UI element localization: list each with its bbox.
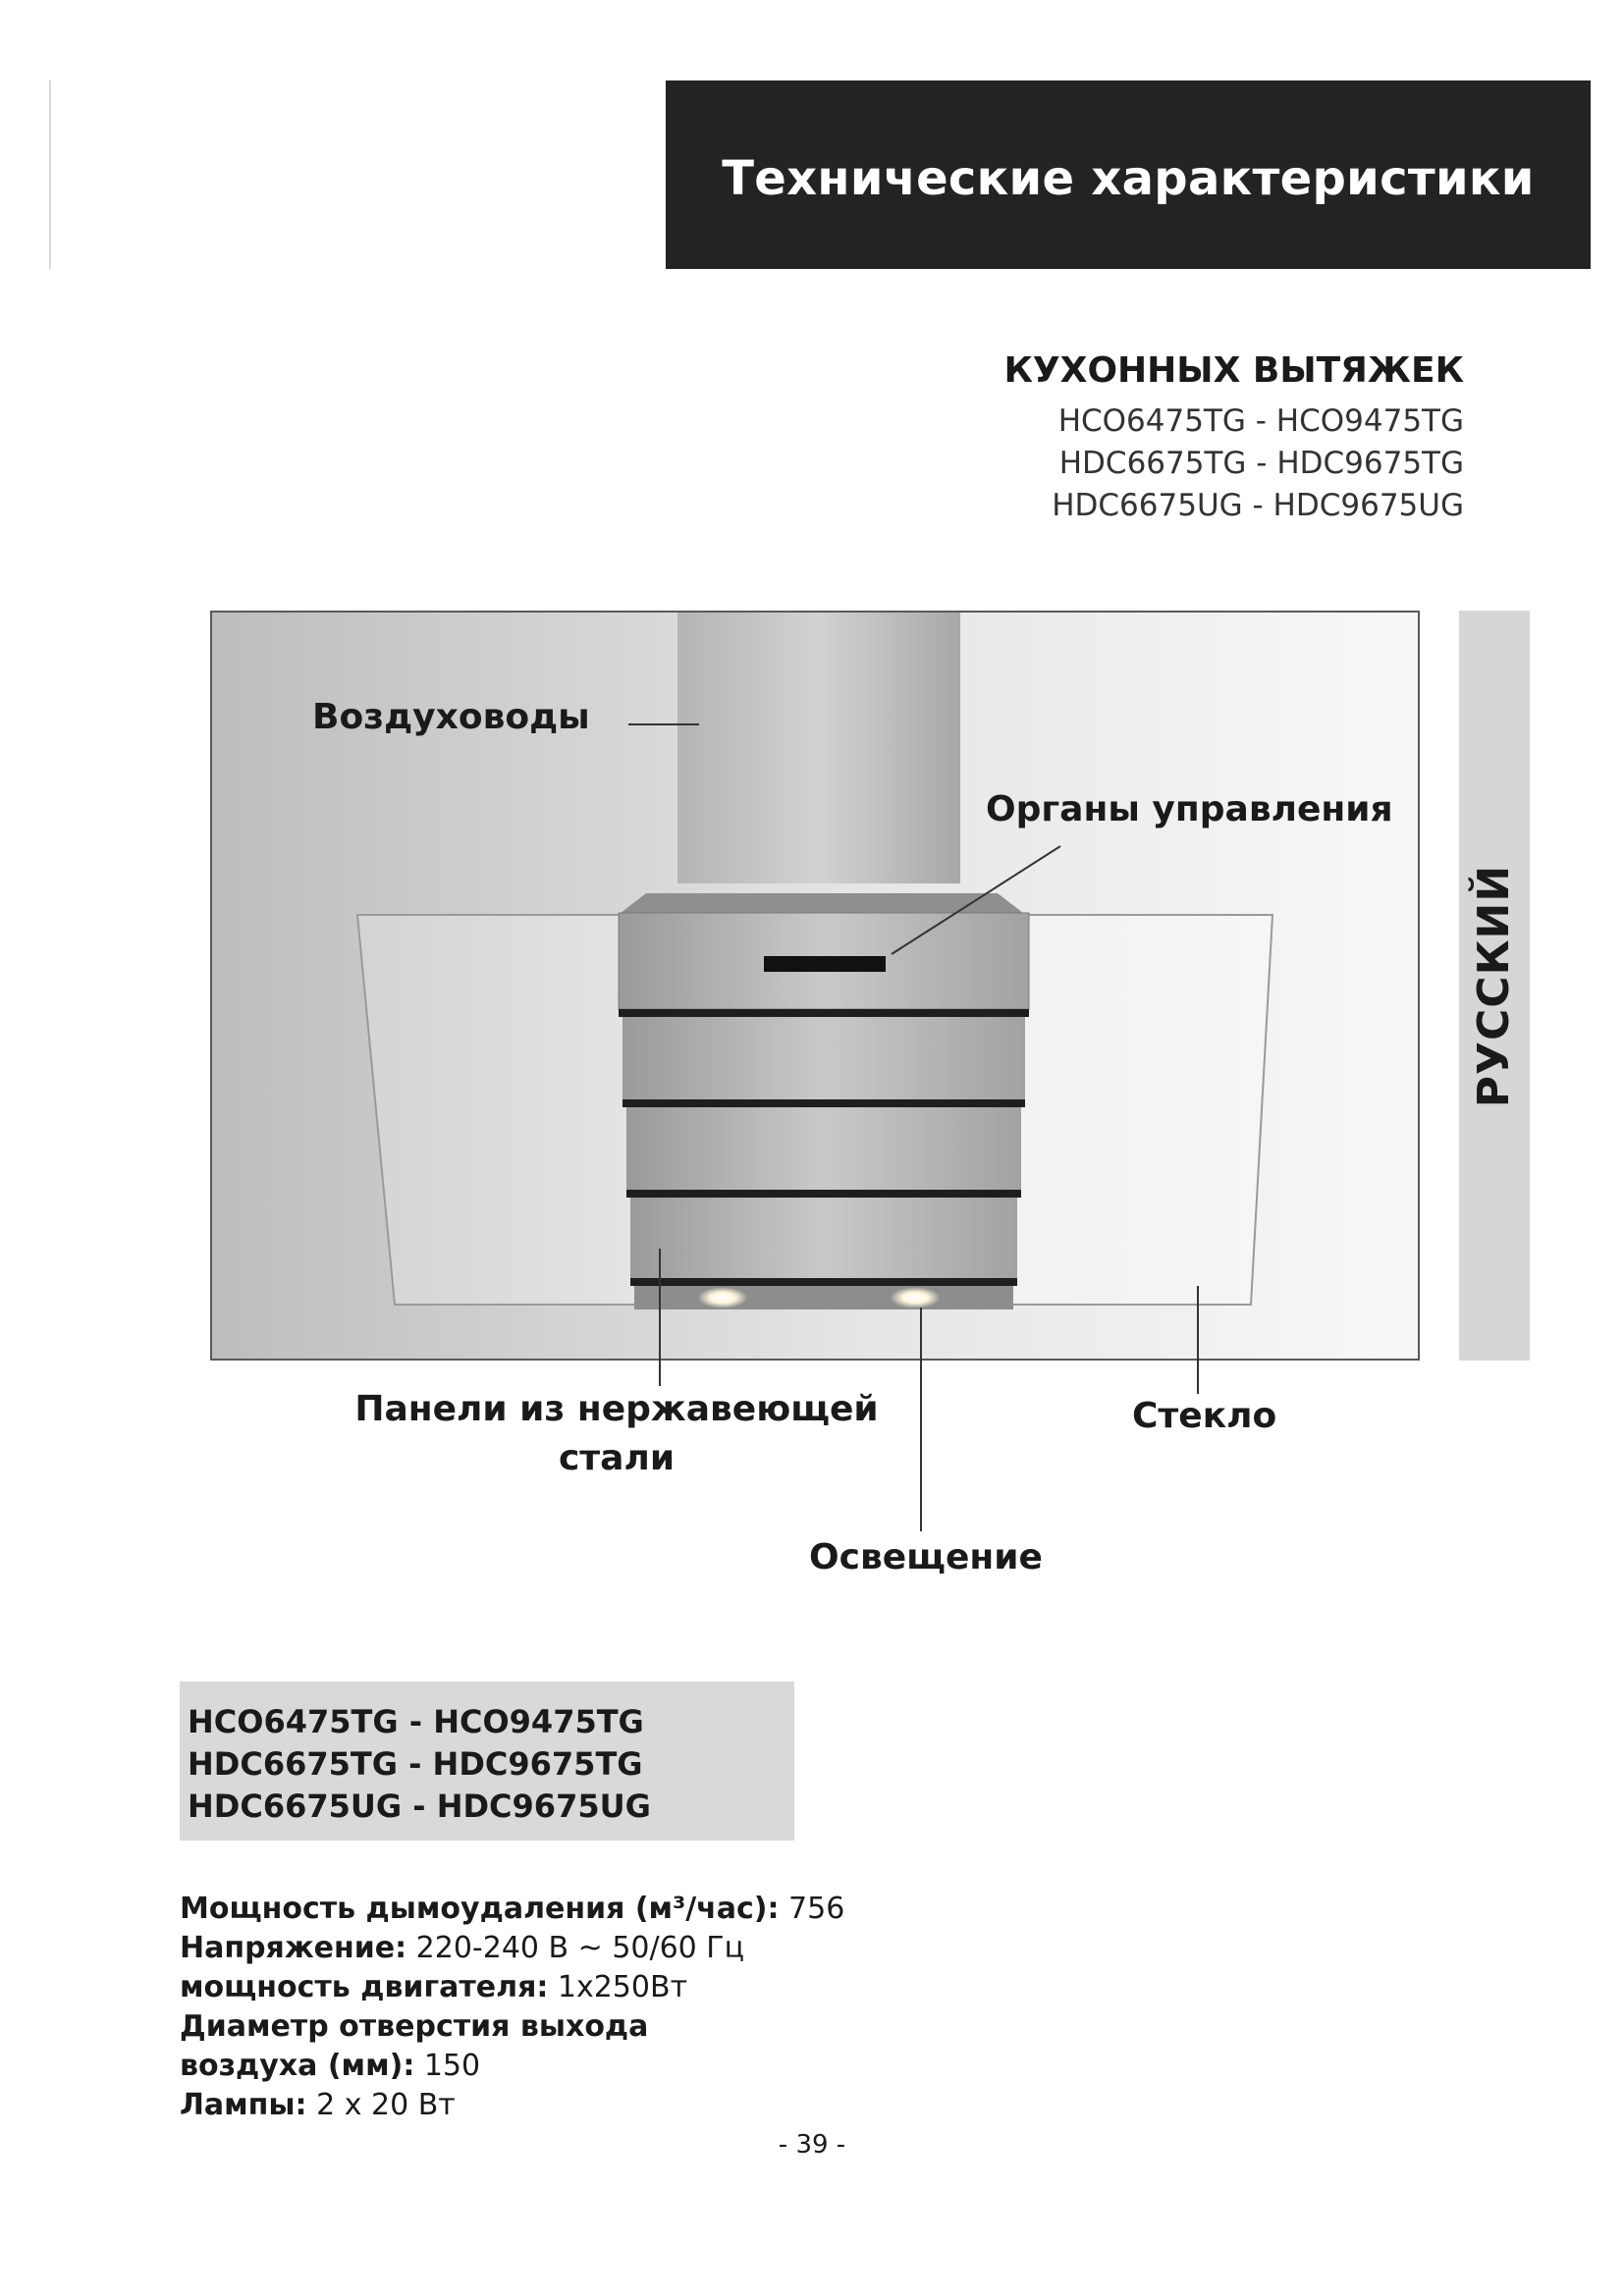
spec-outlet-diameter: воздуха (мм): 150 <box>180 2049 481 2083</box>
callout-glass: Стекло <box>1132 1396 1277 1436</box>
header-bar <box>666 80 1591 269</box>
hood-top <box>621 893 1023 913</box>
panel-gap <box>630 1278 1017 1286</box>
spec-models-box <box>180 1682 794 1841</box>
spec-lamps: Лампы: 2 x 20 Вт <box>180 2088 456 2122</box>
callout-controls: Органы управления <box>986 789 1393 829</box>
lamp-right <box>890 1287 941 1308</box>
page-number: - 39 - <box>778 2130 846 2160</box>
spec-model-line: HDC6675TG - HDC9675TG <box>188 1745 643 1783</box>
spec-motor-power: мощность двигателя: 1x250Вт <box>180 1970 688 2004</box>
model-line: HDC6675TG - HDC9675TG <box>1058 446 1464 481</box>
page-title: Технические характеристики <box>722 151 1535 206</box>
callout-lighting: Освещение <box>809 1537 1043 1577</box>
control-display <box>764 956 886 972</box>
panel-gap <box>619 1009 1029 1017</box>
steel-panel <box>623 1017 1025 1099</box>
models-block <box>1004 347 1465 527</box>
spec-model-line: HDC6675UG - HDC9675UG <box>188 1788 651 1825</box>
spec-voltage: Напряжение: 220-240 В ~ 50/60 Гц <box>180 1931 745 1965</box>
steel-panel <box>626 1107 1021 1190</box>
model-line: HDC6675UG - HDC9675UG <box>1052 488 1464 523</box>
spec-outlet-diameter-label: Диаметр отверстия выхода <box>180 2009 649 2044</box>
callout-ducts: Воздуховоды <box>312 697 590 737</box>
lamp-left <box>697 1287 748 1308</box>
model-line: HCO6475TG - HCO9475TG <box>1057 403 1464 439</box>
spec-list <box>180 1890 844 2125</box>
callout-steel-panels: Панели из нержавеющей стали <box>354 1389 879 1478</box>
chimney-duct <box>677 613 960 883</box>
spec-extraction-rate: Мощность дымоудаления (м³/час): 756 <box>180 1892 845 1926</box>
language-tab-label: РУССКИЙ <box>1469 864 1520 1107</box>
hood-bottom <box>634 1286 1013 1309</box>
page-edge-line <box>49 80 51 269</box>
panel-gap <box>626 1190 1021 1198</box>
steel-panel <box>630 1198 1017 1278</box>
language-tab <box>1459 611 1530 1361</box>
spec-model-line: HCO6475TG - HCO9475TG <box>188 1703 644 1740</box>
panel-gap <box>623 1099 1025 1107</box>
models-title: КУХОННЫХ ВЫТЯЖЕК <box>1003 350 1464 391</box>
